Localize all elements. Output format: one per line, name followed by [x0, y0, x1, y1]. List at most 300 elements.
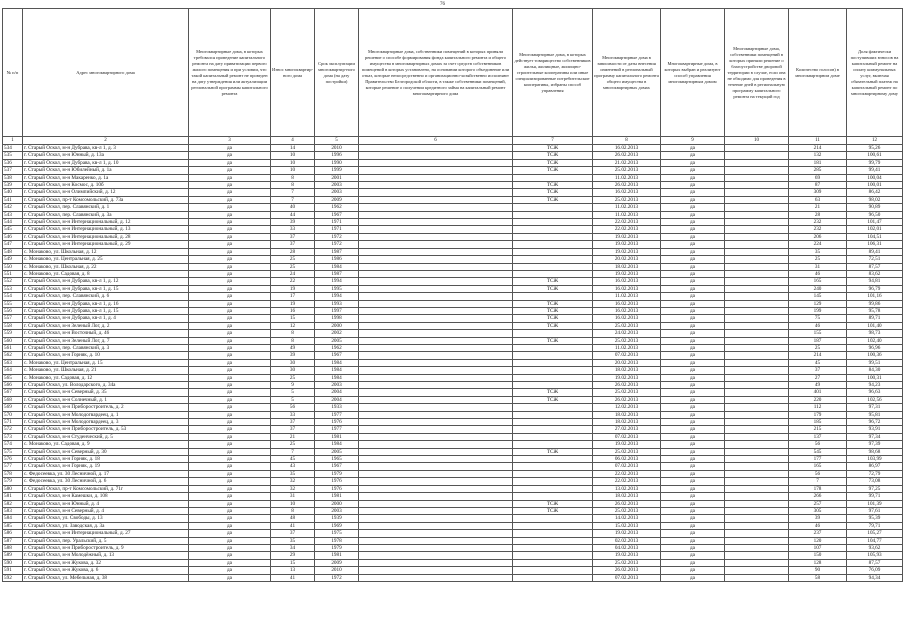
table-cell: 1981 — [315, 433, 359, 440]
table-cell: да — [189, 359, 271, 366]
table-cell: 2005 — [315, 448, 359, 455]
table-cell — [359, 441, 513, 448]
table-cell — [725, 404, 789, 411]
table-cell: ТСЖ — [513, 300, 593, 307]
table-cell: 25.02.2013 — [593, 448, 661, 455]
table-cell: 1978 — [315, 537, 359, 544]
table-cell: да — [661, 219, 725, 226]
table-cell: да — [661, 493, 725, 500]
table-cell: да — [661, 337, 725, 344]
table-cell: 1981 — [315, 493, 359, 500]
table-cell: 576 — [3, 456, 23, 463]
table-row — [3, 493, 903, 500]
column-number: 4 — [271, 137, 315, 145]
table-cell: да — [189, 367, 271, 374]
table-cell — [513, 359, 593, 366]
table-cell: г. Старый Оскол, м-н Восточный, д. 46 — [23, 330, 189, 337]
table-cell — [359, 389, 513, 396]
table-cell: 1972 — [315, 574, 359, 581]
table-cell: г. Старый Оскол, м-н Дубрава, кв-л 1, д. 3 — [23, 145, 189, 152]
table-cell: 7 — [271, 448, 315, 455]
table-cell: 555 — [3, 300, 23, 307]
table-cell: 1995 — [315, 285, 359, 292]
table-cell: 22.02.2013 — [593, 478, 661, 485]
table-cell: 112 — [789, 404, 847, 411]
table-row — [3, 485, 903, 492]
table-cell: 100,31 — [847, 374, 903, 381]
table-cell: 565 — [3, 374, 23, 381]
table-cell: 570 — [3, 411, 23, 418]
column-header: Многоквартирные дома, в которых требовался проведение капитального ремонта на дату приватизации первого жилого помещения и при условии, что такой капитальный ремонт не проведен на дату утверждения или актуализации региональной программы капитального ремонта — [189, 9, 271, 137]
table-cell — [725, 574, 789, 581]
table-cell: 07.02.2013 — [593, 352, 661, 359]
table-cell: 101,16 — [847, 293, 903, 300]
table-cell — [725, 552, 789, 559]
table-cell: 102,40 — [847, 337, 903, 344]
table-cell: 11.02.2013 — [593, 293, 661, 300]
table-cell — [359, 374, 513, 381]
table-cell: да — [189, 322, 271, 329]
table-cell — [725, 159, 789, 166]
table-cell — [513, 204, 593, 211]
table-cell: г. Старый Оскол, пер. Славянский, д. 6 — [23, 293, 189, 300]
table-cell: 132 — [789, 152, 847, 159]
table-row — [3, 330, 903, 337]
table-cell: да — [661, 211, 725, 218]
table-cell: 582 — [3, 500, 23, 507]
table-row — [3, 396, 903, 403]
table-cell — [359, 567, 513, 574]
table-cell — [359, 337, 513, 344]
table-cell: г. Старый Оскол, пер. Уральский, д. 5 — [23, 537, 189, 544]
table-cell: 22.02.2013 — [593, 219, 661, 226]
table-cell — [513, 522, 593, 529]
table-cell: г. Старый Оскол, м-н Молодёжный, д. 13 — [23, 552, 189, 559]
table-cell: 1979 — [315, 470, 359, 477]
table-cell: да — [189, 374, 271, 381]
table-cell: 22 — [271, 278, 315, 285]
table-cell — [725, 285, 789, 292]
table-cell: 14 — [271, 145, 315, 152]
table-cell: г. Старый Оскол, м-н Юнный, д. 13а — [23, 152, 189, 159]
table-cell: 24.02.2013 — [593, 330, 661, 337]
table-cell: 94,34 — [847, 574, 903, 581]
table-cell: 563 — [3, 359, 23, 366]
table-cell: 5 — [271, 396, 315, 403]
table-cell: да — [189, 278, 271, 285]
table-cell — [725, 478, 789, 485]
table-cell: да — [661, 256, 725, 263]
table-cell: да — [661, 152, 725, 159]
table-cell: 587 — [3, 537, 23, 544]
table-cell: да — [189, 507, 271, 514]
table-cell: да — [661, 167, 725, 174]
table-cell — [725, 493, 789, 500]
table-cell: ТСЖ — [513, 448, 593, 455]
table-cell: да — [189, 337, 271, 344]
table-cell: да — [189, 330, 271, 337]
table-cell: 546 — [3, 233, 23, 240]
table-cell: 26.02.2013 — [593, 396, 661, 403]
table-cell: 16 — [271, 307, 315, 314]
table-cell: 25.02.2013 — [593, 559, 661, 566]
table-cell — [359, 448, 513, 455]
table-cell: ТСЖ — [513, 315, 593, 322]
table-cell: 562 — [3, 352, 23, 359]
table-cell: 37 — [271, 426, 315, 433]
table-cell: 577 — [3, 463, 23, 470]
table-cell — [725, 448, 789, 455]
table-cell: ТСЖ — [513, 152, 593, 159]
table-cell: 586 — [3, 530, 23, 537]
table-cell — [725, 567, 789, 574]
table-cell: ТСЖ — [513, 337, 593, 344]
table-cell: 2003 — [315, 507, 359, 514]
table-cell: да — [661, 307, 725, 314]
table-cell: 1967 — [315, 352, 359, 359]
table-cell: 585 — [3, 522, 23, 529]
table-cell — [725, 515, 789, 522]
table-cell: да — [661, 374, 725, 381]
table-cell: 137 — [789, 433, 847, 440]
table-cell: 583 — [3, 507, 23, 514]
table-cell — [725, 322, 789, 329]
table-cell: да — [189, 307, 271, 314]
table-row — [3, 182, 903, 189]
table-cell: 106,31 — [847, 241, 903, 248]
table-cell: 31 — [271, 493, 315, 500]
table-cell — [513, 544, 593, 551]
table-cell: 8 — [271, 507, 315, 514]
table-cell: 237 — [789, 530, 847, 537]
table-cell: да — [661, 344, 725, 351]
table-cell: 16.02.2013 — [593, 300, 661, 307]
table-cell: 99,41 — [847, 167, 903, 174]
table-cell: 566 — [3, 382, 23, 389]
table-cell: 8 — [271, 330, 315, 337]
table-row — [3, 574, 903, 581]
table-cell: 41 — [271, 522, 315, 529]
table-cell: 25 — [271, 256, 315, 263]
table-cell: 101,40 — [847, 322, 903, 329]
table-cell: 1984 — [315, 374, 359, 381]
table-cell: да — [189, 211, 271, 218]
column-number-row — [3, 137, 903, 145]
table-cell: г. Старый Оскол, пер. Славянский, д. 3а — [23, 211, 189, 218]
table-cell — [725, 537, 789, 544]
table-cell: 11.02.2013 — [593, 211, 661, 218]
table-cell: 561 — [3, 344, 23, 351]
table-cell: 178 — [789, 485, 847, 492]
table-cell: 571 — [3, 419, 23, 426]
table-cell: 93,91 — [847, 426, 903, 433]
table-cell: 100,04 — [847, 174, 903, 181]
table-cell: да — [661, 204, 725, 211]
table-cell: 04.02.2013 — [593, 544, 661, 551]
table-cell: 25.02.2013 — [593, 167, 661, 174]
table-cell — [725, 411, 789, 418]
table-row — [3, 367, 903, 374]
table-cell — [513, 470, 593, 477]
table-cell: 25.02.2013 — [593, 196, 661, 203]
table-cell: г. Старый Оскол, м-н Юбилейный, д. 1а — [23, 167, 189, 174]
table-cell: да — [661, 233, 725, 240]
table-cell: да — [661, 182, 725, 189]
table-cell: 84,30 — [847, 367, 903, 374]
table-cell: 18.02.2013 — [593, 367, 661, 374]
table-cell: 26.02.2013 — [593, 500, 661, 507]
table-cell: 22.02.2013 — [593, 226, 661, 233]
table-cell: 100,01 — [847, 182, 903, 189]
table-cell: 589 — [3, 552, 23, 559]
table-cell: г. Старый Оскол, м-н Интернациональный, д. 28 — [23, 233, 189, 240]
table-cell: 24 — [271, 270, 315, 277]
table-cell: 1977 — [315, 426, 359, 433]
table-cell: г. Старый Оскол, м-н Дубрава, кв-л 1, д. 15 — [23, 285, 189, 292]
table-cell: 15 — [271, 315, 315, 322]
table-cell: да — [189, 574, 271, 581]
table-cell: да — [661, 145, 725, 152]
table-row — [3, 285, 903, 292]
table-cell: 26.02.2013 — [593, 182, 661, 189]
table-cell — [359, 478, 513, 485]
table-cell: 1990 — [315, 159, 359, 166]
table-cell: 46 — [789, 270, 847, 277]
table-cell: 16.02.2013 — [593, 145, 661, 152]
table-cell: 177 — [789, 456, 847, 463]
table-cell: да — [661, 285, 725, 292]
table-cell: 552 — [3, 278, 23, 285]
table-cell: 37 — [271, 419, 315, 426]
table-cell: 20.02.2013 — [593, 256, 661, 263]
table-cell: 215 — [789, 426, 847, 433]
table-cell: г. Старый Оскол, ул. Заводская, д. 3а — [23, 522, 189, 529]
table-cell: да — [189, 404, 271, 411]
table-cell: с. Монаково, ул. Центральная, д. 15 — [23, 359, 189, 366]
table-row — [3, 233, 903, 240]
table-cell: 588 — [3, 544, 23, 551]
table-cell: г. Старый Оскол, м-н Горняк, д. 19 — [23, 463, 189, 470]
table-cell: г. Старый Оскол, м-н Молодогвардеец, д. 1 — [23, 411, 189, 418]
table-row — [3, 530, 903, 537]
table-cell: 98,02 — [847, 196, 903, 203]
table-cell: 83,62 — [847, 270, 903, 277]
table-cell: 1984 — [315, 263, 359, 270]
column-number: 12 — [847, 137, 903, 145]
table-row — [3, 189, 903, 196]
table-cell: 560 — [3, 337, 23, 344]
table-cell — [725, 426, 789, 433]
table-cell: 12.02.2013 — [593, 404, 661, 411]
table-cell: да — [661, 300, 725, 307]
table-cell — [359, 344, 513, 351]
table-cell: 581 — [3, 493, 23, 500]
table-cell: 35 — [789, 248, 847, 255]
table-cell — [513, 226, 593, 233]
table-cell: 539 — [3, 182, 23, 189]
table-cell: 97,39 — [847, 441, 903, 448]
table-cell: да — [661, 404, 725, 411]
table-cell: 537 — [3, 167, 23, 174]
table-cell: да — [661, 530, 725, 537]
table-cell: 1967 — [315, 211, 359, 218]
table-row — [3, 359, 903, 366]
table-row — [3, 145, 903, 152]
table-cell — [359, 241, 513, 248]
table-cell: 1981 — [315, 552, 359, 559]
table-cell: да — [661, 544, 725, 551]
table-cell — [725, 196, 789, 203]
table-cell — [725, 293, 789, 300]
table-cell — [359, 233, 513, 240]
table-cell: 20.02.2013 — [593, 359, 661, 366]
table-cell: 580 — [3, 485, 23, 492]
table-cell — [359, 522, 513, 529]
table-cell: 542 — [3, 204, 23, 211]
table-cell: 232 — [789, 226, 847, 233]
table-cell: 107 — [789, 544, 847, 551]
table-cell: да — [189, 167, 271, 174]
table-cell — [359, 219, 513, 226]
table-cell: 549 — [3, 256, 23, 263]
table-cell: 46 — [789, 322, 847, 329]
table-cell: 550 — [3, 263, 23, 270]
table-cell: да — [189, 389, 271, 396]
table-cell — [359, 263, 513, 270]
table-cell: 10 — [271, 167, 315, 174]
table-cell: 99,51 — [847, 359, 903, 366]
table-cell: 97,61 — [847, 507, 903, 514]
table-cell — [513, 552, 593, 559]
table-cell: 11.02.2013 — [593, 174, 661, 181]
table-cell: 18.02.2013 — [593, 419, 661, 426]
table-cell: 10 — [271, 500, 315, 507]
table-cell: ТСЖ — [513, 189, 593, 196]
table-cell — [513, 241, 593, 248]
table-cell — [359, 537, 513, 544]
page-number: 76 — [440, 2, 445, 7]
table-cell: 1984 — [315, 367, 359, 374]
table-cell — [725, 241, 789, 248]
table-cell: г. Старый Оскол, ул. Володарского, д. 34а — [23, 382, 189, 389]
table-cell: 574 — [3, 441, 23, 448]
table-cell — [513, 493, 593, 500]
table-cell: 25 — [789, 344, 847, 351]
table-cell: г. Старый Оскол, пр-т Комсомольский, д. 73а — [23, 196, 189, 203]
table-cell: да — [661, 322, 725, 329]
table-cell: 8 — [271, 174, 315, 181]
column-header: Многоквартирные дома, собственники помещений в которых приняли решение о способе формирования фонда капитального ремонта и общего имущества в многоквартирных домах за счет средств собственников помещений в которых установлено, на основании которого объединение или отказ, которые непосредственно и организационно-хозяйственно исполняют Правительство Белгородской области, в также собственники помещений, которые решение о получении кредитного займа на капитальный ремонт многоквартирного дома — [359, 9, 513, 137]
table-cell: 7 — [789, 478, 847, 485]
table-cell: 257 — [789, 500, 847, 507]
table-cell: 232 — [789, 219, 847, 226]
table-cell: 33 — [271, 411, 315, 418]
table-cell — [725, 248, 789, 255]
table-cell: да — [189, 448, 271, 455]
table-cell: 165 — [789, 278, 847, 285]
table-row — [3, 352, 903, 359]
housing-register-table — [2, 8, 903, 582]
table-cell: 27 — [789, 374, 847, 381]
table-cell: 25.02.2013 — [593, 507, 661, 514]
table-cell — [359, 211, 513, 218]
table-cell: г. Старый Оскол, м-н Приборостроитель, д. 9 — [23, 544, 189, 551]
table-cell: да — [189, 530, 271, 537]
table-cell: 18.02.2013 — [593, 411, 661, 418]
table-cell — [513, 574, 593, 581]
table-cell — [725, 441, 789, 448]
table-cell: 30 — [271, 367, 315, 374]
table-cell: 19.02.2013 — [593, 248, 661, 255]
table-cell: 11.02.2013 — [593, 344, 661, 351]
table-cell: да — [189, 226, 271, 233]
column-number: 3 — [189, 137, 271, 145]
table-cell: да — [661, 389, 725, 396]
table-cell: 07.02.2013 — [593, 574, 661, 581]
table-cell: да — [661, 559, 725, 566]
table-cell: да — [661, 330, 725, 337]
table-cell: да — [189, 196, 271, 203]
table-cell: с. Монаково, ул. Садовая, д. 9 — [23, 441, 189, 448]
table-cell: да — [189, 204, 271, 211]
table-cell: 21.02.2013 — [593, 159, 661, 166]
table-cell: 544 — [3, 219, 23, 226]
table-cell: 87,57 — [847, 263, 903, 270]
table-cell: да — [189, 426, 271, 433]
table-cell: да — [189, 270, 271, 277]
table-cell — [725, 359, 789, 366]
table-cell: 545 — [3, 226, 23, 233]
table-cell: 128 — [789, 559, 847, 566]
table-cell — [513, 352, 593, 359]
table-cell — [725, 337, 789, 344]
table-cell — [513, 344, 593, 351]
table-cell: 14.02.2013 — [593, 515, 661, 522]
table-cell: 266 — [789, 493, 847, 500]
table-cell: 49 — [271, 344, 315, 351]
table-cell — [725, 315, 789, 322]
table-cell — [359, 470, 513, 477]
table-cell: 100,61 — [847, 152, 903, 159]
table-cell: 1971 — [315, 219, 359, 226]
table-cell: 2004 — [315, 389, 359, 396]
table-cell: 46 — [789, 522, 847, 529]
table-cell — [359, 293, 513, 300]
table-cell: 165 — [789, 463, 847, 470]
table-cell: 179 — [789, 411, 847, 418]
table-cell: 1987 — [315, 270, 359, 277]
table-cell: 98,73 — [847, 330, 903, 337]
table-cell: 87,57 — [847, 559, 903, 566]
table-cell: 575 — [3, 448, 23, 455]
table-cell — [725, 226, 789, 233]
table-cell — [725, 263, 789, 270]
table-cell: с. Монаково, ул. Садовая, д. 12 — [23, 374, 189, 381]
table-cell: 2003 — [315, 382, 359, 389]
table-cell: 120 — [789, 537, 847, 544]
table-cell: 1979 — [315, 544, 359, 551]
table-cell: да — [189, 159, 271, 166]
table-cell: 25.02.2013 — [593, 322, 661, 329]
table-cell: да — [661, 278, 725, 285]
table-cell: да — [189, 233, 271, 240]
table-cell — [513, 404, 593, 411]
table-cell: 101,47 — [847, 219, 903, 226]
table-cell — [725, 500, 789, 507]
table-cell — [513, 567, 593, 574]
table-cell: 2010 — [315, 567, 359, 574]
table-cell — [359, 248, 513, 255]
